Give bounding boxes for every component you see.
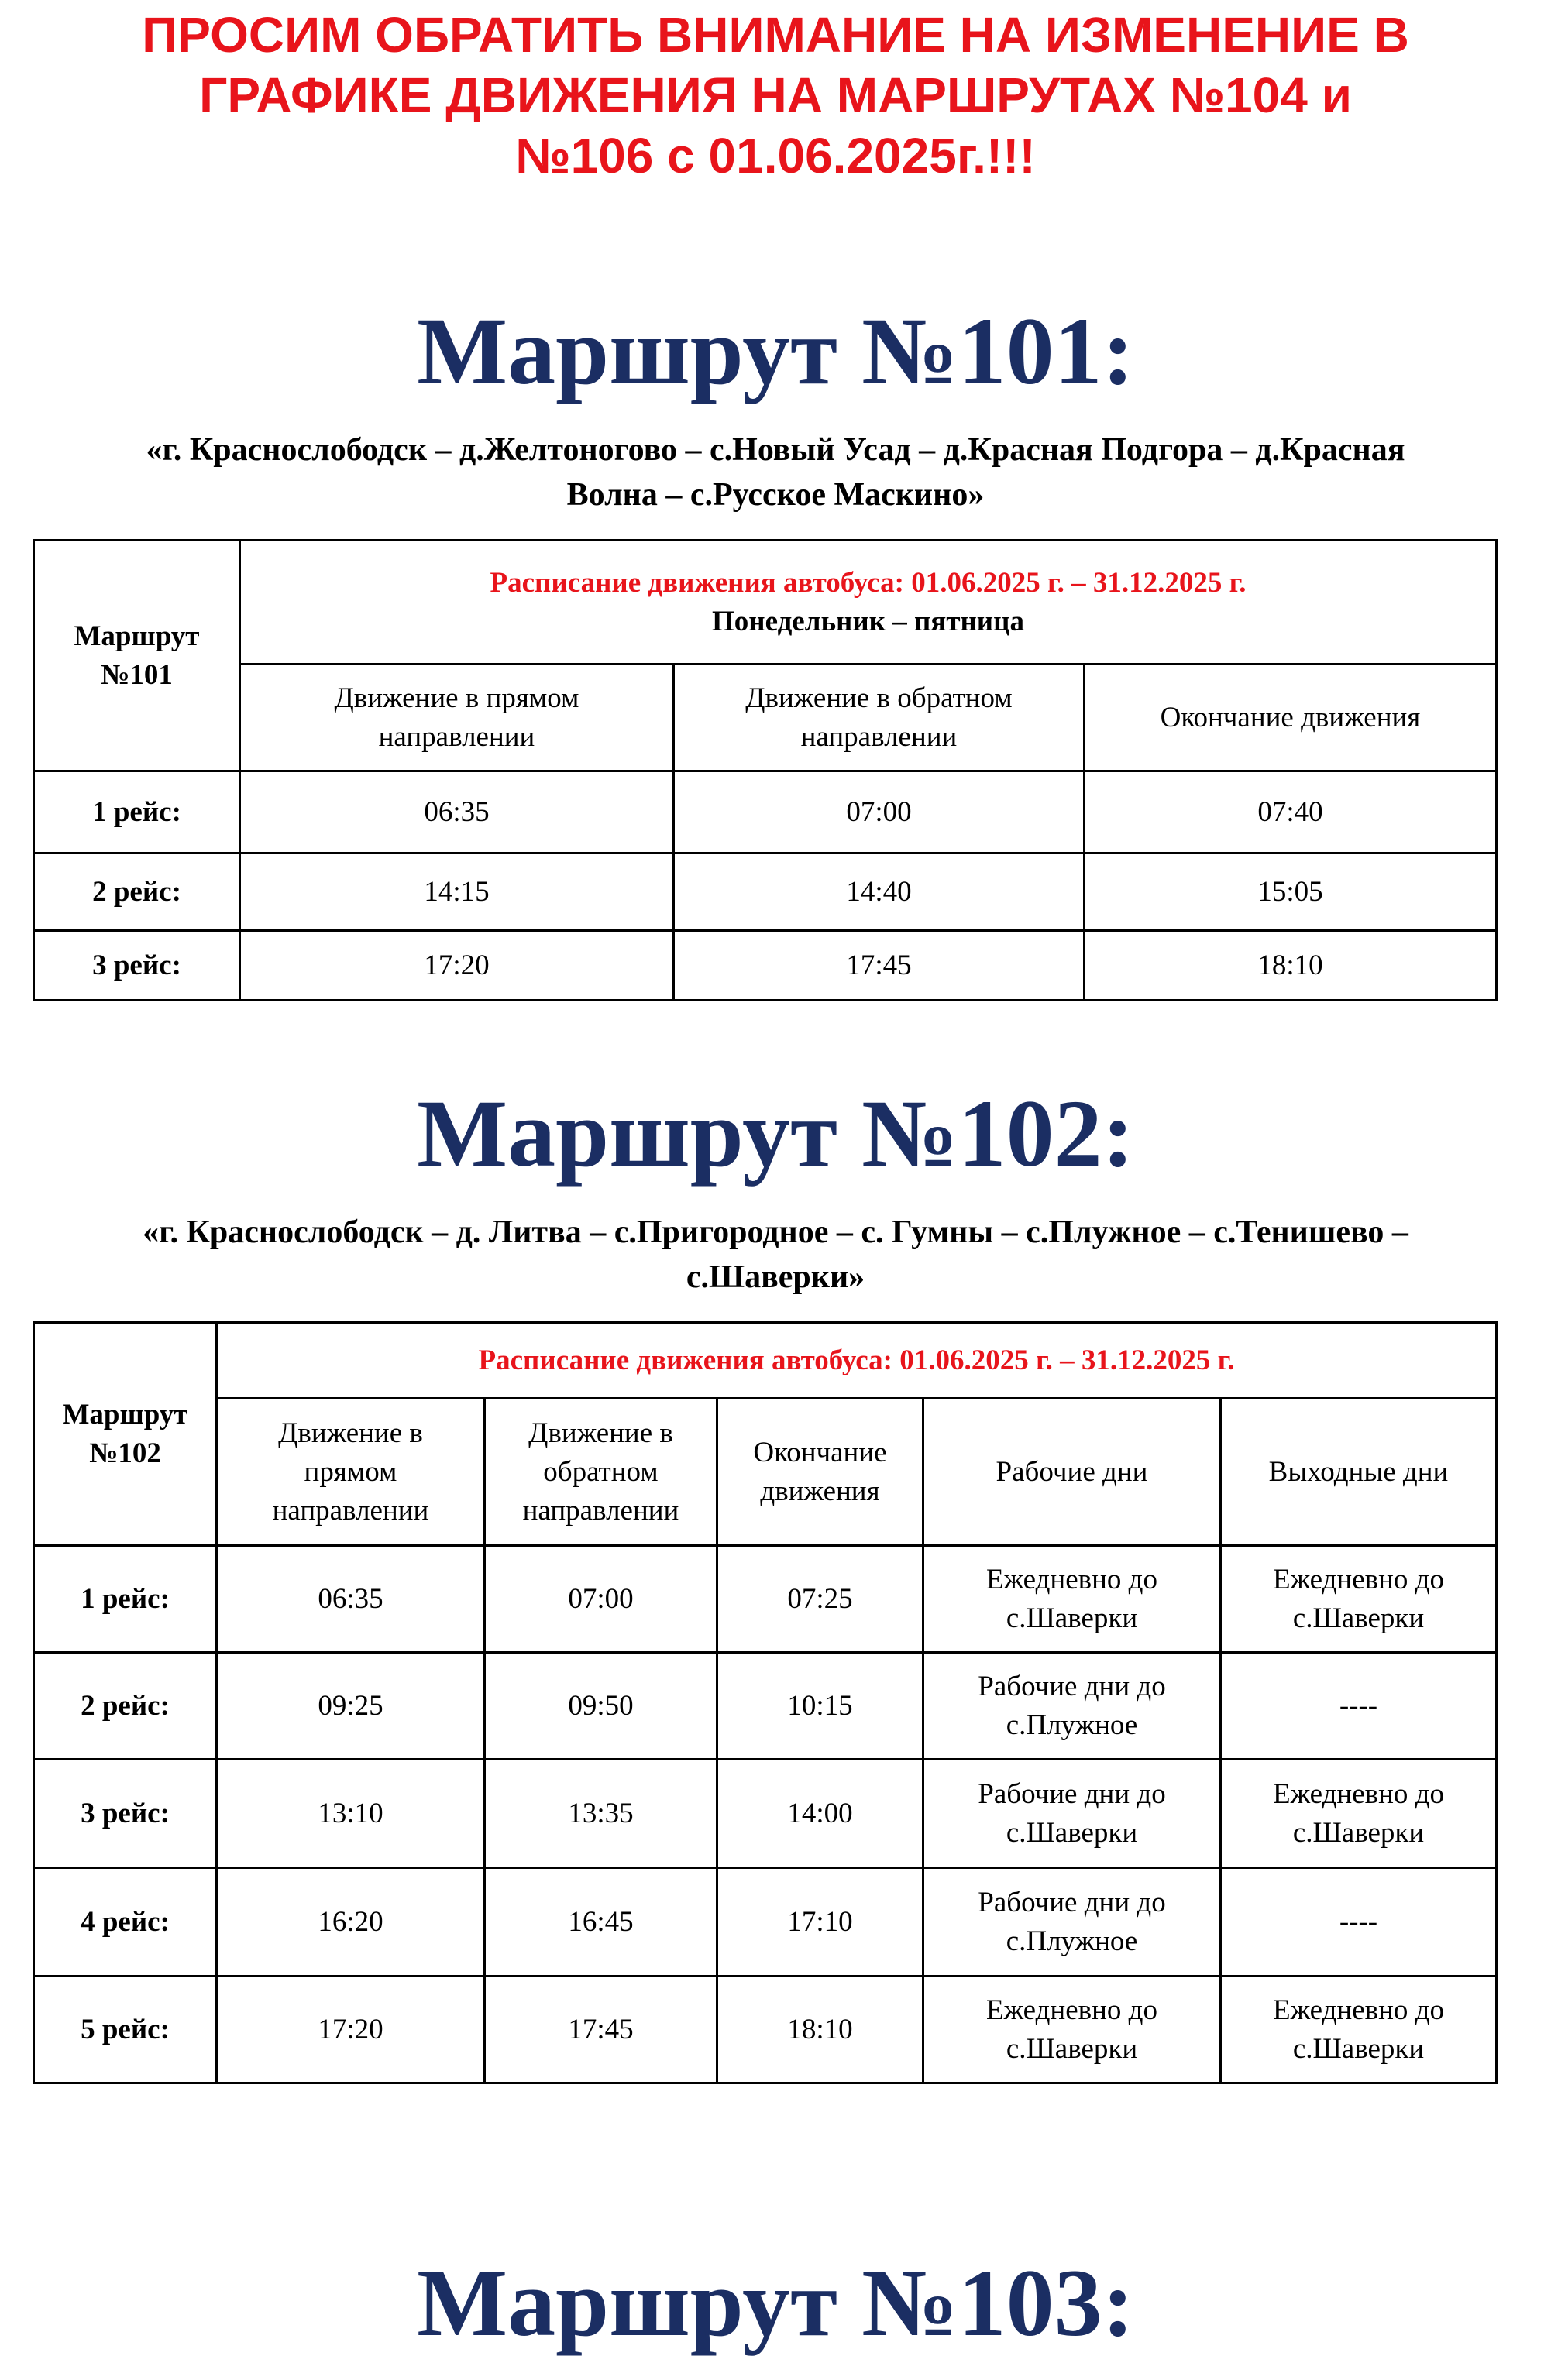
workdays-line: Рабочие дни до	[978, 1886, 1166, 1918]
table-row	[34, 1546, 1497, 1653]
route-number: №102	[89, 1437, 161, 1469]
back-time: 14:40	[674, 853, 1085, 931]
weekends-line: ----	[1339, 1689, 1378, 1722]
back-time: 07:00	[674, 771, 1085, 853]
forward-time: 17:20	[240, 931, 674, 1001]
weekends-line: Ежедневно до	[1272, 1777, 1444, 1810]
table-row	[34, 931, 1497, 1001]
route-103-title: Маршрут №103:	[417, 2250, 1134, 2356]
workdays-line: с.Плужное	[1006, 1709, 1138, 1741]
end-time: 15:05	[1085, 853, 1497, 931]
workdays-cell	[923, 1868, 1221, 1976]
route-number-cell	[34, 541, 240, 771]
forward-time: 06:35	[240, 771, 674, 853]
trip-label: 2 рейс:	[34, 853, 240, 931]
column-header-forward	[240, 665, 674, 771]
workdays-cell	[923, 1653, 1221, 1760]
column-header-line: движения	[760, 1475, 880, 1507]
notice-line: ГРАФИКЕ ДВИЖЕНИЯ НА МАРШРУТАХ №104 и	[199, 67, 1352, 123]
end-time: 14:00	[717, 1760, 923, 1868]
route-101-description	[0, 428, 1551, 517]
trip-label: 3 рейс:	[34, 1760, 217, 1868]
column-header-line: Движение в обратном	[745, 682, 1013, 714]
weekends-line: с.Шаверки	[1292, 1816, 1425, 1849]
end-time: 18:10	[1085, 931, 1497, 1001]
weekends-cell	[1221, 1760, 1497, 1868]
schedule-period: Расписание движения автобуса: 01.06.2025 г. – 31.12.2025 г.	[490, 566, 1247, 599]
route-number-cell	[34, 1323, 217, 1546]
back-time: 17:45	[674, 931, 1085, 1001]
column-header-line: Окончание	[753, 1436, 887, 1468]
column-header-line: Выходные дни	[1268, 1455, 1449, 1488]
column-header-weekends	[1221, 1399, 1497, 1546]
change-notice	[0, 5, 1551, 186]
column-header-line: обратном	[543, 1455, 659, 1488]
weekends-line: Ежедневно до	[1272, 1563, 1444, 1595]
forward-time: 13:10	[217, 1760, 485, 1868]
weekends-cell	[1221, 1546, 1497, 1653]
column-header-forward	[217, 1399, 485, 1546]
workdays-line: Ежедневно до	[985, 1994, 1157, 2026]
column-header-line: направлении	[800, 720, 958, 753]
column-header-line: Рабочие дни	[996, 1455, 1148, 1488]
column-header-line: Движение в	[528, 1417, 673, 1449]
trip-label: 5 рейс:	[34, 1976, 217, 2083]
workdays-line: с.Шаверки	[1006, 1816, 1138, 1849]
table-row	[34, 1976, 1497, 2083]
workdays-line: Рабочие дни до	[978, 1670, 1166, 1702]
forward-time: 17:20	[217, 1976, 485, 2083]
table-row	[34, 771, 1497, 853]
weekends-cell	[1221, 1868, 1497, 1976]
forward-time: 14:15	[240, 853, 674, 931]
table-row	[34, 1653, 1497, 1760]
weekends-line: с.Шаверки	[1292, 1602, 1425, 1634]
column-header-line: направлении	[272, 1494, 429, 1527]
trip-label: 3 рейс:	[34, 931, 240, 1001]
table-row	[34, 1760, 1497, 1868]
end-time: 10:15	[717, 1653, 923, 1760]
workdays-cell	[923, 1546, 1221, 1653]
forward-time: 16:20	[217, 1868, 485, 1976]
schedule-period-header	[217, 1323, 1497, 1399]
end-time: 17:10	[717, 1868, 923, 1976]
schedule-period: Расписание движения автобуса: 01.06.2025 г. – 31.12.2025 г.	[478, 1344, 1235, 1376]
column-header-end	[1085, 665, 1497, 771]
weekends-line: Ежедневно до	[1272, 1994, 1444, 2026]
back-time: 09:50	[485, 1653, 717, 1760]
route-desc-line: «г. Краснослободск – д. Литва – с.Пригородное – с. Гумны – с.Плужное – с.Тенишево –	[143, 1214, 1408, 1250]
column-header-back	[674, 665, 1085, 771]
route-102-schedule-table	[33, 1321, 1498, 2084]
trip-label: 1 рейс:	[34, 771, 240, 853]
end-time: 07:40	[1085, 771, 1497, 853]
back-time: 17:45	[485, 1976, 717, 2083]
back-time: 13:35	[485, 1760, 717, 1868]
weekends-line: с.Шаверки	[1292, 2032, 1425, 2065]
forward-time: 09:25	[217, 1653, 485, 1760]
weekends-cell	[1221, 1653, 1497, 1760]
route-101-schedule-table	[33, 539, 1498, 1001]
workdays-cell	[923, 1976, 1221, 2083]
column-header-line: Движение в	[278, 1417, 423, 1449]
notice-line: №106 с 01.06.2025г.!!!	[515, 128, 1036, 184]
back-time: 07:00	[485, 1546, 717, 1653]
back-time: 16:45	[485, 1868, 717, 1976]
trip-label: 2 рейс:	[34, 1653, 217, 1760]
weekends-cell	[1221, 1976, 1497, 2083]
schedule-period-header	[240, 541, 1497, 665]
column-header-end	[717, 1399, 923, 1546]
column-header-line: направлении	[522, 1494, 679, 1527]
route-desc-line: с.Шаверки»	[686, 1259, 865, 1295]
trip-label: 1 рейс:	[34, 1546, 217, 1653]
route-desc-line: Волна – с.Русское Маскино»	[566, 477, 985, 513]
column-header-line: направлении	[378, 720, 535, 753]
workdays-line: с.Плужное	[1006, 1925, 1138, 1957]
schedule-days: Понедельник – пятница	[712, 605, 1024, 637]
column-header-back	[485, 1399, 717, 1546]
workdays-line: с.Шаверки	[1006, 1602, 1138, 1634]
route-number: №101	[101, 658, 173, 691]
trip-label: 4 рейс:	[34, 1868, 217, 1976]
forward-time: 06:35	[217, 1546, 485, 1653]
table-row	[34, 853, 1497, 931]
weekends-line: ----	[1339, 1905, 1378, 1938]
route-label: Маршрут	[74, 620, 200, 652]
table-row	[34, 1868, 1497, 1976]
end-time: 18:10	[717, 1976, 923, 2083]
column-header-line: прямом	[304, 1455, 397, 1488]
workdays-line: Рабочие дни до	[978, 1777, 1166, 1810]
notice-line: ПРОСИМ ОБРАТИТЬ ВНИМАНИЕ НА ИЗМЕНЕНИЕ В	[142, 7, 1409, 63]
end-time: 07:25	[717, 1546, 923, 1653]
workdays-line: с.Шаверки	[1006, 2032, 1138, 2065]
route-desc-line: «г. Краснослободск – д.Желтоногово – с.Новый Усад – д.Красная Подгора – д.Красная	[146, 432, 1405, 468]
column-header-line: Окончание движения	[1160, 701, 1421, 733]
column-header-line: Движение в прямом	[334, 682, 579, 714]
column-header-workdays	[923, 1399, 1221, 1546]
route-102-description	[0, 1210, 1551, 1300]
route-label: Маршрут	[62, 1398, 188, 1430]
workdays-cell	[923, 1760, 1221, 1868]
workdays-line: Ежедневно до	[985, 1563, 1157, 1595]
route-101-title: Маршрут №101:	[417, 298, 1134, 404]
route-102-title: Маршрут №102:	[417, 1080, 1134, 1187]
